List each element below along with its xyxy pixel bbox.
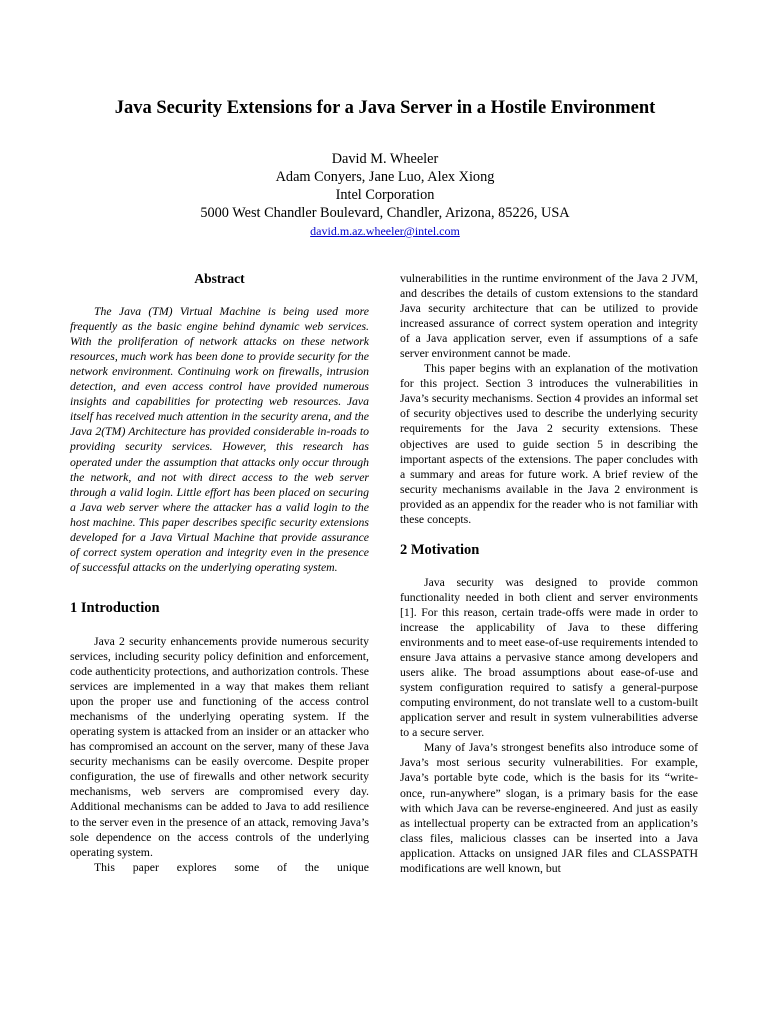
author-coauthors: Adam Conyers, Jane Luo, Alex Xiong xyxy=(275,169,495,185)
author-block xyxy=(0,150,770,240)
author-affiliation: Intel Corporation xyxy=(335,187,435,203)
author-email-link[interactable]: david.m.az.wheeler@intel.com xyxy=(310,224,460,238)
introduction-paragraph-3: This paper begins with an explanation of the motivation for this project. Section 3 introduces the vulnerabilities in Java’s security mechanisms. Section 4 provides an informal set of security objectives used to describe the underlying security requirements for the Java 2 security extensions. These objectives are used to guide section 5 in describing the important aspects of the extensions. The paper concludes with a summary and areas for future work. A brief review of the security mechanisms available in the Java 2 environment is provided as an appendix for the reader who is not familiar with these concepts. xyxy=(400,362,698,526)
right-column xyxy=(400,271,698,876)
author-address: 5000 West Chandler Boulevard, Chandler, Arizona, 85226, USA xyxy=(200,205,570,221)
abstract-heading: Abstract xyxy=(194,271,245,286)
author-primary: David M. Wheeler xyxy=(331,151,439,167)
motivation-heading: 2 Motivation xyxy=(400,541,480,558)
left-column xyxy=(70,271,369,875)
introduction-heading: 1 Introduction xyxy=(70,599,160,616)
motivation-paragraph-2: Many of Java’s strongest benefits also introduce some of Java’s most serious security vulnerabilities. For example, Java’s portable byte code, which is the basis for its “write-once, run-anywhere” slogan, is a primary basis for the ease with which Java can be reverse-engineered. And just as easily as intellectual property can be extracted from an application’s class files, malicious classes can be inserted into a Java application. Attacks on unsigned JAR files and CLASSPATH modifications are well known, but xyxy=(400,741,698,875)
paper-title: Java Security Extensions for a Java Server in a Hostile Environment xyxy=(114,98,656,118)
introduction-paragraph-1: Java 2 security enhancements provide numerous security services, including security policy definition and enforcement, code authenticity protections, and authorization controls. These services are implemented in a way that makes them reliant upon the proper use and functioning of the access control mechanisms of the underlying operating system. If the operating system is attacked from an insider or an attacker who has compromised an account on the server, many of these Java security mechanisms can be easily overcome. Despite proper configuration, the use of firewalls and other network security mechanisms, web servers are compromised every day. Additional mechanisms can be added to Java to add resilience to the server even in the presence of an attack, removing Java’s sole dependence on the access controls of the underlying operating system. xyxy=(70,634,369,859)
introduction-paragraph-2-continued: vulnerabilities in the runtime environment of the Java 2 JVM, and describes the details of custom extensions to the standard Java security architecture that can be utilized to provide increased assurance of correct system operation and integrity of a Java application server, even if assumptions of a safe server environment cannot be made. xyxy=(400,272,698,361)
motivation-paragraph-1: Java security was designed to provide common functionality needed in both client and server environments [1]. For this reason, certain trade-offs were made in order to increase the applicability of Java to these differing environments and to meet ease-of-use requirements intended to ensure Java attains a pervasive stance among developers and users alike. The broad assumptions about ease-of-use and system configuration required to satisfy a general-purpose computing environment, do not translate well to a custom-built application server and result in system vulnerabilities adverse to a secure server. xyxy=(400,575,698,740)
introduction-paragraph-2-start: This paper explores some of the unique xyxy=(94,860,369,874)
abstract-text: The Java (TM) Virtual Machine is being used more frequently as the basic engine behind dynamic web services. With the proliferation of network attacks on these network resources, much work has been done to provide security for the network environment. Continuing work on firewalls, intrusion detection, and even access control have provided numerous insights and capabilities for protecting web resources. Java itself has received much attention in the security arena, and the Java 2(TM) Architecture has provided considerable in-roads to providing security services. However, this research has operated under the assumption that attacks only occur through the network, and not with direct access to the web server through a valid login. Little effort has been placed on securing a Java web server where the attacker has a valid login to the host machine. This paper describes specific security extensions developed for a Java Virtual Machine that provide assurance of correct system operation and integrity even in the presence of successful attacks on the underlying operating system. xyxy=(70,305,369,574)
